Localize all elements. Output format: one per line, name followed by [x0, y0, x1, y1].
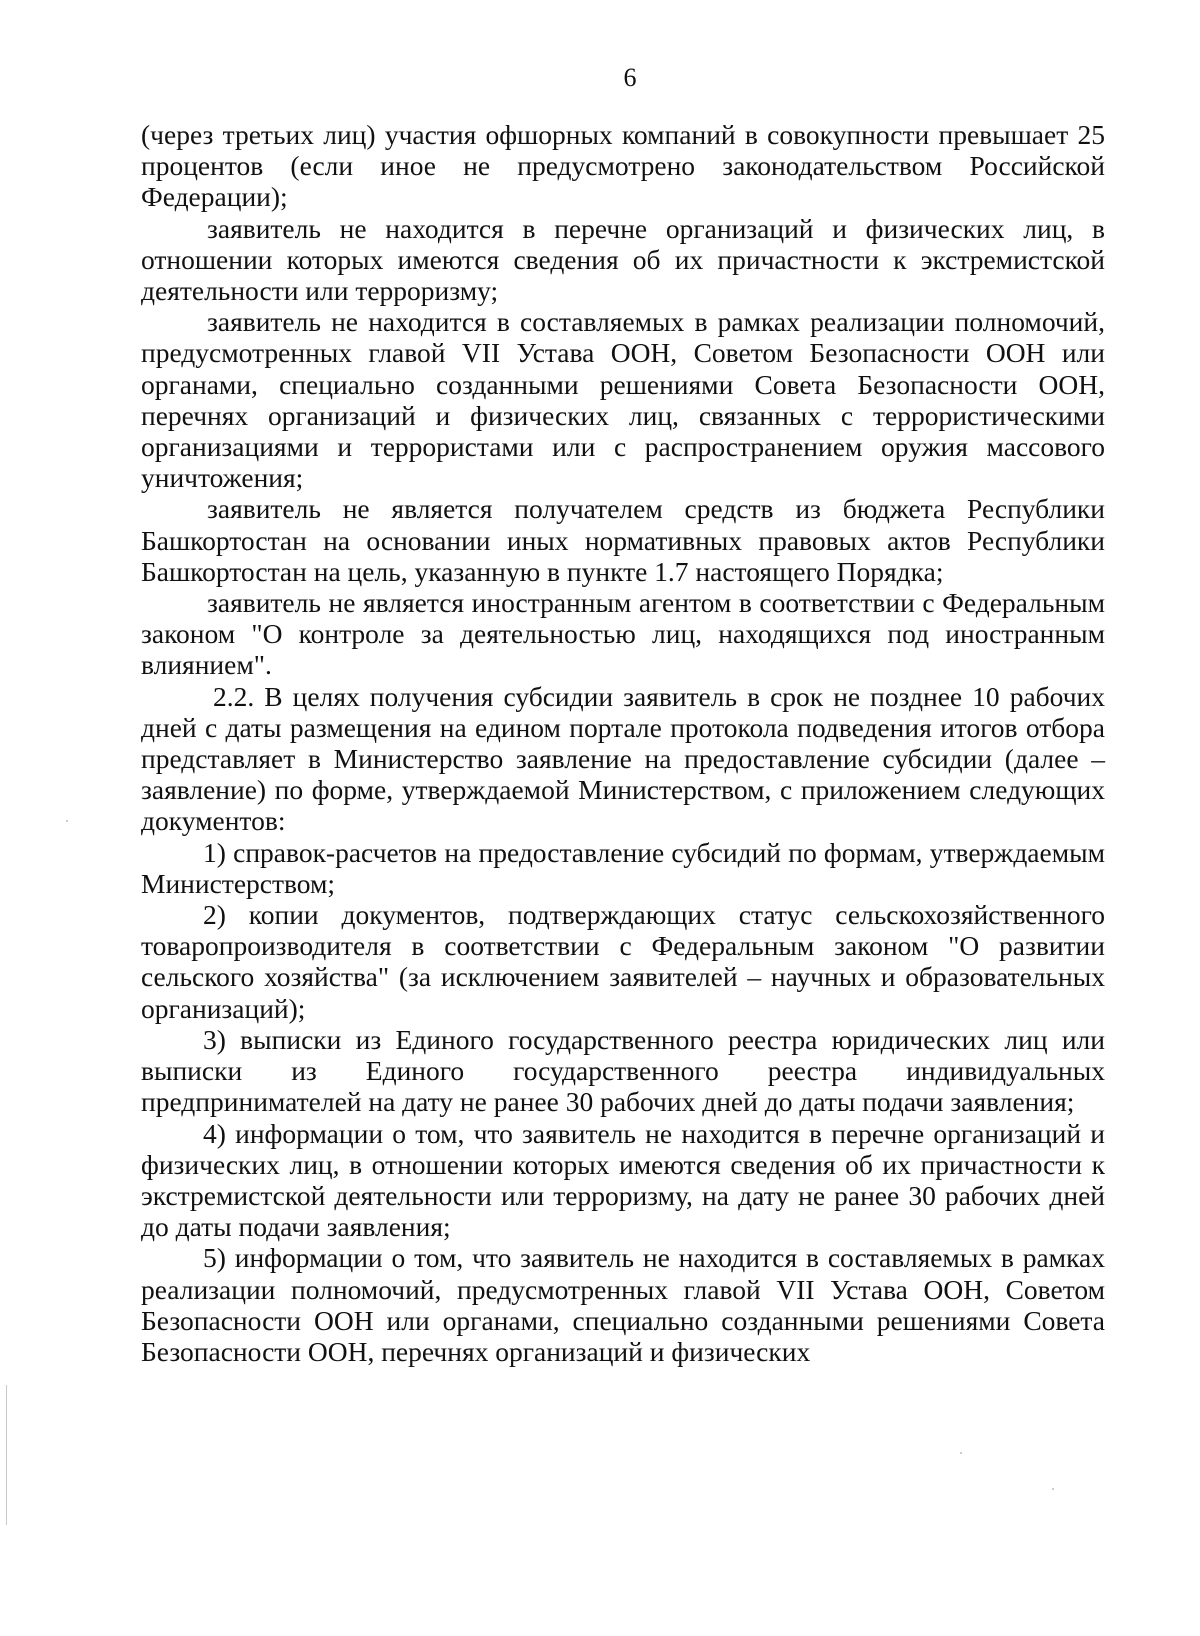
paragraph-un-security-council-list: заявитель не находится в составляемых в рамках реализации полномочий, предусмотренных главой VII Устава ООН, Советом Безопасности ООН или органами, специально созданными решениями Совета Безопасности ООН, перечнях организаций и физических лиц, связанных с террористическими организациями и террористами или с распространением оружия массового уничтожения;: [141, 306, 1105, 494]
paragraph-extremism-list: заявитель не находится в перечне организаций и физических лиц, в отношении которых имеются сведения об их причастности к экстремистской деятельности или терроризму;: [141, 212, 1105, 307]
scan-speck: [960, 1452, 962, 1454]
document-body: [141, 119, 1105, 1367]
paragraph-budget-recipient: заявитель не является получателем средств из бюджета Республики Башкортостан на основании иных нормативных правовых актов Республики Башкортостан на цель, указанную в пункте 1.7 настоящего Порядка;: [141, 493, 1105, 587]
paragraph-offshore-participation: (через третьих лиц) участия офшорных компаний в совокупности превышает 25 процентов (если иное не предусмотрено законодательством Российской Федерации);: [141, 119, 1105, 213]
scan-speck: [66, 820, 68, 822]
scan-speck: [1052, 1488, 1054, 1490]
paragraph-section-2-2: 2.2. В целях получения субсидии заявитель в срок не позднее 10 рабочих дней с даты размещения на едином портале протокола подведения итогов отбора представляет в Министерство заявление на предоставление субсидии (далее – заявление) по форме, утверждаемой Министерством, с приложением следующих документов:: [141, 680, 1105, 837]
list-item-2: 2) копии документов, подтверждающих статус сельскохозяйственного товаропроизводителя в соответствии с Федеральным законом "О развитии сельского хозяйства" (за исключением заявителей – научных и образовательных организаций);: [141, 899, 1105, 1024]
paragraph-foreign-agent: заявитель не является иностранным агентом в соответствии с Федеральным законом "О контроле за деятельностью лиц, находящихся под иностранным влиянием".: [141, 587, 1105, 681]
list-item-4: 4) информации о том, что заявитель не находится в перечне организаций и физических лиц, в отношении которых имеются сведения об их причастности к экстремистской деятельности или терроризму, на дату не ранее 30 рабочих дней до даты подачи заявления;: [141, 1117, 1105, 1243]
list-item-1: 1) справок-расчетов на предоставление субсидий по формам, утверждаемым Министерством;: [141, 836, 1105, 899]
scan-margin-mark: [6, 1385, 7, 1525]
page-number: 6: [623, 63, 637, 92]
list-item-5: 5) информации о том, что заявитель не находится в составляемых в рамках реализации полномочий, предусмотренных главой VII Устава ООН, Советом Безопасности ООН или органами, специально созданными решениями Совета Безопасности ООН, перечнях организаций и физических: [141, 1242, 1105, 1367]
list-item-3: 3) выписки из Единого государственного реестра юридических лиц или выписки из Единого государственного реестра индивидуальных предпринимателей на дату не ранее 30 рабочих дней до даты подачи заявления;: [141, 1023, 1105, 1118]
